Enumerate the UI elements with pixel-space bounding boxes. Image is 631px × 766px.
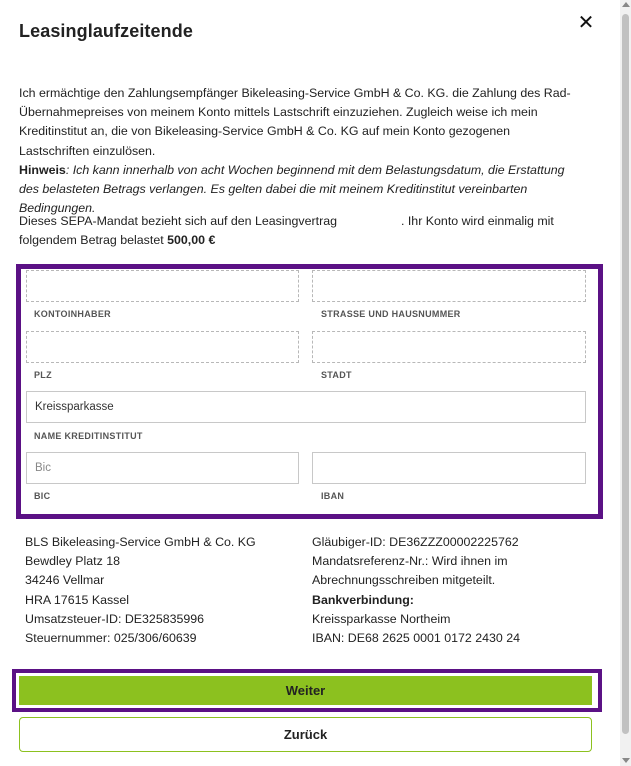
bic-input[interactable]: Bic	[26, 452, 299, 484]
bic-label: BIC	[34, 491, 51, 501]
street-label: STRASSE UND HAUSNUMMER	[321, 309, 461, 319]
back-button[interactable]: Zurück	[19, 717, 592, 752]
bank-name-input[interactable]: Kreissparkasse	[26, 391, 586, 423]
street-input[interactable]	[312, 270, 586, 302]
company-line: Steuernummer: 025/306/60639	[25, 631, 197, 646]
close-icon[interactable]: ✕	[577, 12, 595, 34]
note-label: Hinweis	[19, 162, 66, 177]
city-label: STADT	[321, 370, 352, 380]
creditor-id: Gläubiger-ID: DE36ZZZ00002225762	[312, 535, 519, 549]
mandate-text	[19, 212, 579, 250]
account-holder-input[interactable]	[26, 270, 299, 302]
account-holder-label: KONTOINHABER	[34, 309, 111, 319]
mandate-amount: 500,00 €	[167, 233, 216, 248]
next-button[interactable]: Weiter	[19, 676, 592, 705]
company-line: Umsatzsteuer-ID: DE325835996	[25, 611, 205, 626]
mandate-reference: Mandatsreferenz-Nr.: Wird ihnen im Abrechnungsschreiben mitgeteilt.	[312, 554, 508, 588]
zip-input[interactable]	[26, 331, 299, 363]
sepa-authorization-text	[19, 84, 579, 218]
company-address	[25, 533, 295, 648]
note-paragraph	[19, 161, 579, 219]
company-line: BLS Bikeleasing-Service GmbH & Co. KG	[25, 535, 256, 549]
iban-input[interactable]	[312, 452, 586, 484]
scroll-up-icon[interactable]	[622, 2, 630, 7]
creditor-info	[312, 533, 602, 648]
creditor-iban: IBAN: DE68 2625 0001 0172 2430 24	[312, 631, 521, 646]
scroll-down-icon[interactable]	[622, 758, 630, 763]
iban-label: IBAN	[321, 491, 345, 501]
mandate-text-after: . Ihr Konto wird einmalig mit folgendem Betrag belastet	[19, 214, 554, 248]
company-line: HRA 17615 Kassel	[25, 592, 130, 607]
authorization-paragraph: Ich ermächtige den Zahlungsempfänger Bikeleasing-Service GmbH & Co. KG. die Zahlung des Rad-Übernahmepreises von meinem Konto mittels Lastschrift einzuziehen. Zugleich weise ich mein Kreditinstitut an, die von Bikeleasing-Service GmbH & Co. KG auf mein Konto gezogenen Lastschriften einzulösen.	[19, 86, 571, 158]
zip-label: PLZ	[34, 370, 52, 380]
scrollbar-thumb[interactable]	[622, 14, 629, 734]
mandate-text-before: Dieses SEPA-Mandat bezieht sich auf den Leasingvertrag	[19, 214, 337, 228]
modal-title: Leasinglaufzeitende	[19, 21, 193, 41]
company-line: Bewdley Platz 18	[25, 554, 121, 569]
bank-name-label: NAME KREDITINSTITUT	[34, 431, 143, 441]
creditor-bank-name: Kreissparkasse Northeim	[312, 611, 451, 626]
company-line: 34246 Vellmar	[25, 573, 105, 588]
note-text: : Ich kann innerhalb von acht Wochen beginnend mit dem Belastungsdatum, die Erstattung des belasteten Betrags verlangen. Es gelten dabei die mit meinem Kreditinstitut vereinbarten Bedingungen.	[19, 162, 565, 216]
bank-connection-heading: Bankverbindung:	[312, 592, 414, 607]
city-input[interactable]	[312, 331, 586, 363]
